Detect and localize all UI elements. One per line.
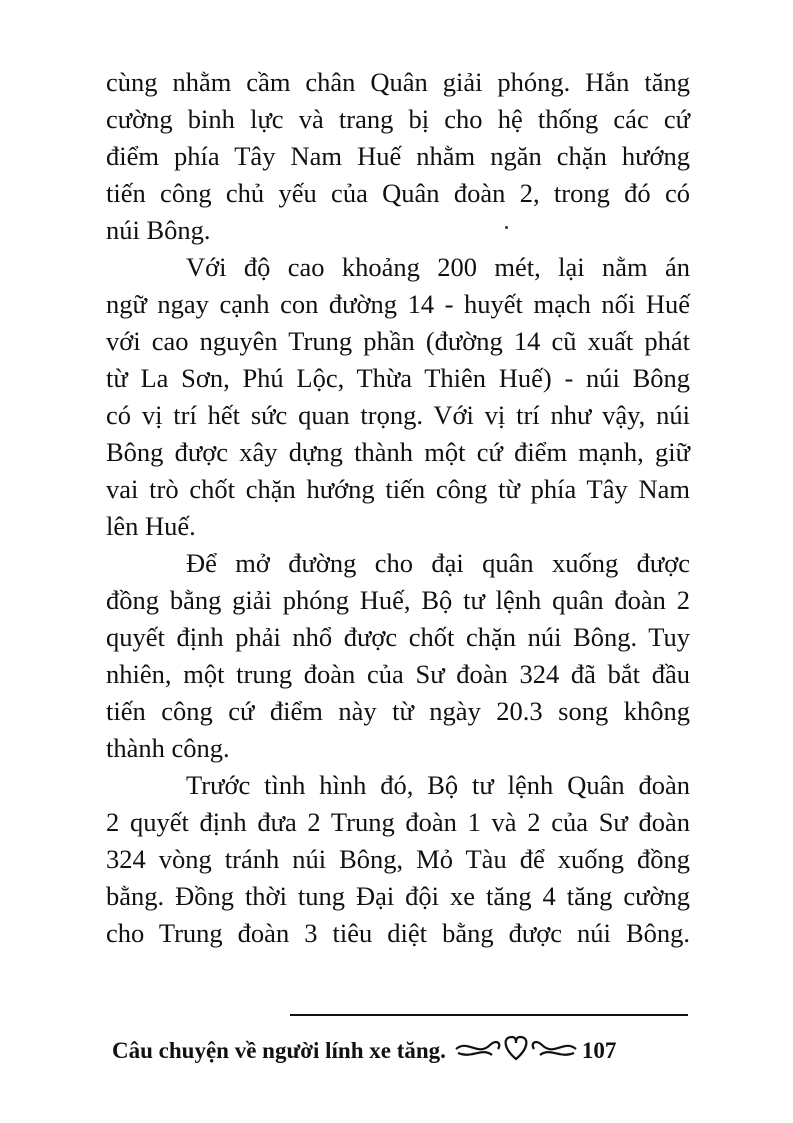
text-line: vai trò chốt chặn hướng tiến công từ phía Tây Nam: [106, 474, 690, 504]
text-line: tiến công chủ yếu của Quân đoàn 2, trong đó có: [106, 178, 690, 208]
text-line: nhiên, một trung đoàn của Sư đoàn 324 đã bắt đầu: [106, 659, 690, 689]
text-line: có vị trí hết sức quan trọng. Với vị trí như vậy, núi: [106, 400, 690, 430]
text-line: tiến công cứ điểm này từ ngày 20.3 song không: [106, 696, 690, 726]
text-line: cường binh lực và trang bị cho hệ thống các cứ: [106, 104, 690, 134]
text-line: với cao nguyên Trung phần (đường 14 cũ xuất phát: [106, 326, 690, 356]
text-line: Trước tình hình đó, Bộ tư lệnh Quân đoàn: [186, 770, 690, 800]
text-line: quyết định phải nhổ được chốt chặn núi Bông. Tuy: [106, 622, 690, 652]
text-line: Bông được xây dựng thành một cứ điểm mạnh, giữ: [106, 437, 690, 467]
page-footer: [112, 1033, 690, 1069]
text-line: 2 quyết định đưa 2 Trung đoàn 1 và 2 của Sư đoàn: [106, 807, 690, 837]
page-number: 107: [581, 1038, 617, 1063]
text-line: Để mở đường cho đại quân xuống được: [186, 548, 690, 578]
text-line: bằng. Đồng thời tung Đại đội xe tăng 4 tăng cường: [106, 881, 690, 911]
text-line: ngữ ngay cạnh con đường 14 - huyết mạch nối Huế: [106, 289, 690, 319]
text-line: 324 vòng tránh núi Bông, Mỏ Tàu để xuống đồng: [106, 844, 690, 874]
text-line: điểm phía Tây Nam Huế nhằm ngăn chặn hướng: [106, 141, 690, 171]
running-title: Câu chuyện về người lính xe tăng.: [112, 1038, 446, 1063]
scan-speck: [505, 226, 508, 229]
text-line: cho Trung đoàn 3 tiêu diệt bằng được núi Bông.: [106, 918, 690, 948]
text-line: đồng bằng giải phóng Huế, Bộ tư lệnh quân đoàn 2: [106, 585, 690, 615]
decorative-flourish-icon: [454, 1033, 578, 1069]
footer-rule: [290, 1014, 688, 1016]
text-line: cùng nhằm cầm chân Quân giải phóng. Hắn tăng: [106, 67, 690, 97]
text-line: núi Bông.: [106, 215, 211, 245]
body-text: [106, 64, 690, 952]
text-line: thành công.: [106, 733, 230, 763]
text-line: lên Huế.: [106, 511, 196, 541]
text-line: Với độ cao khoảng 200 mét, lại nằm án: [186, 252, 690, 282]
text-line: từ La Sơn, Phú Lộc, Thừa Thiên Huế) - núi Bông: [106, 363, 690, 393]
